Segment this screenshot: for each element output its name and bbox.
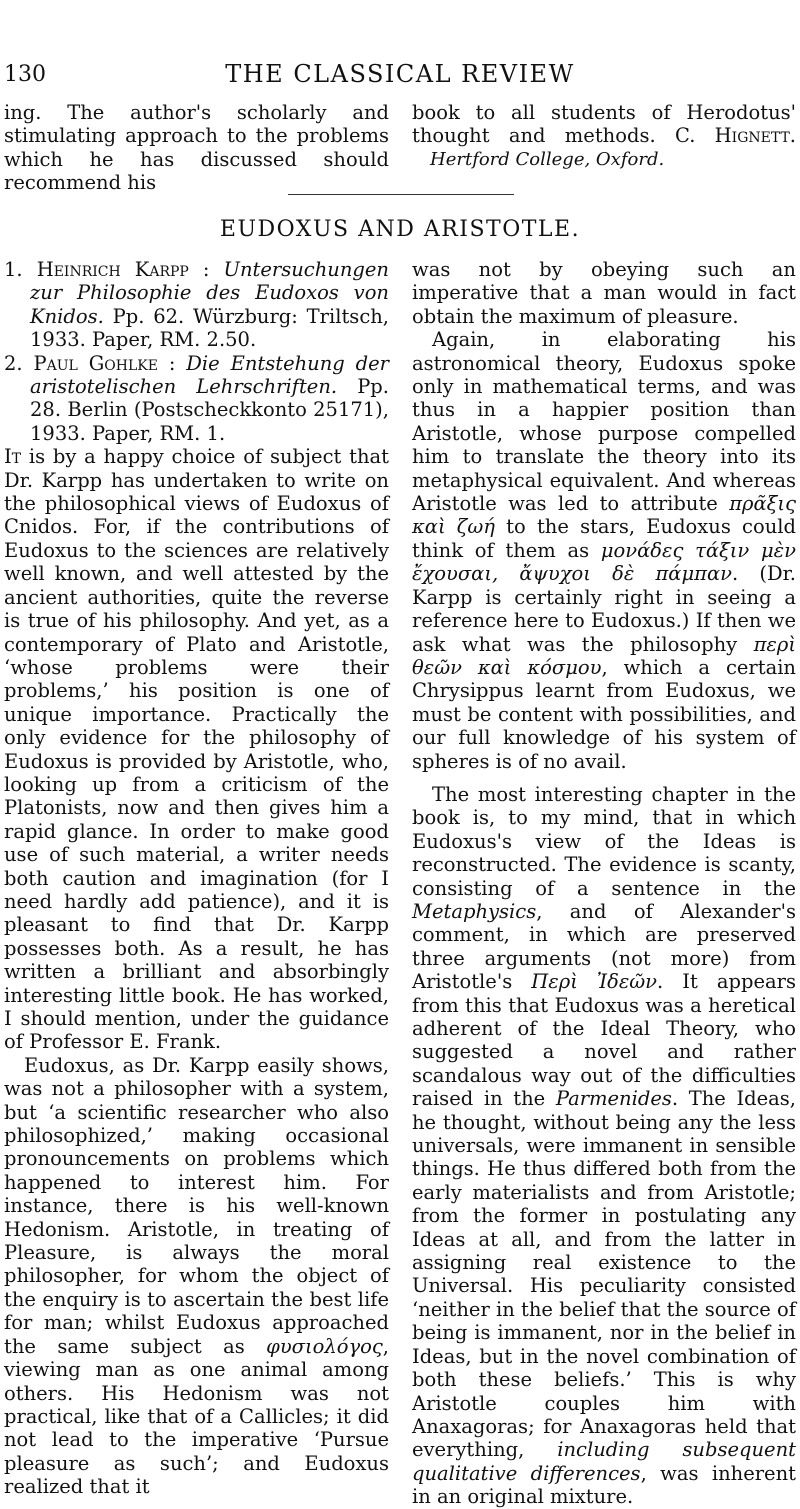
bib-number: 1. <box>4 258 23 281</box>
article-right-column <box>412 258 796 1509</box>
paragraph-2-continued: was not by obeying such an imperative that a man would in fact obtain the maximum of pleasure. <box>412 258 796 328</box>
paragraph-4 <box>412 783 796 1509</box>
paragraph-4-text-a: The most interesting chapter in the book is, to my mind, that in which Eudoxus's view of the Ideas is reconstructed. The evidence is scanty, consisting of a sentence in the <box>412 782 796 900</box>
paragraph-4-text-d: . The Ideas, he thought, without being any the less universals, were immanent in sensible things. He thus differed both from the early materialists and from Aristotle; from the former in postulating any Ideas at all, and from the latter in assigning real existence to the Universal. His peculiarity consisted ‘neither in the belief that the source of being is immanent, nor in the belief in Ideas, but in the novel combination of both these beliefs.’ This is why Aristotle couples him with Anaxagoras; for Anaxagoras held that everything, <box>412 1087 797 1462</box>
article-left-column <box>4 258 389 1499</box>
paragraph-3-text-d: , which a certain Chrysippus learnt from Eudoxus, we must be content with possibilities, and our full knowledge of his system of spheres is of no avail. <box>412 655 796 773</box>
greek-phrase: μονάδες τάξιν μὲν ἔχουσαι, ἄψυχοι δὲ πάμπαν <box>412 538 796 586</box>
bib-number: 2. <box>4 351 23 375</box>
previous-review-text-left: ing. The author's scholarly and stimulating approach to the problems which he has discussed should recommend his <box>4 101 389 195</box>
work-title-parmenides: Parmenides <box>555 1087 672 1111</box>
paragraph-2-text-b: , viewing man as one animal among others. His Hedonism was not practical, like that of a Callicles; it did not lead to the imperative ‘Pursue pleasure as such’; and Eudoxus realized that it <box>4 1334 389 1499</box>
paragraph-2-text-a: Eudoxus, as Dr. Karpp easily shows, was not a philosopher with a system, but ‘a scientific researcher who also philosophized,’ making occasional pronouncements on problems which happened to interest him. For instance, there is his well-known Hedonism. Aristotle, in treating of Pleasure, is always the moral philosopher, for whom the object of the enquiry is to ascertain the best life for man; whilst Eudoxus approached the same subject as <box>4 1053 389 1358</box>
page-number: 130 <box>4 62 46 87</box>
previous-review-text-right: book to all students of Herodotus' thought and methods. <box>412 101 796 148</box>
bib-details: Pp. 28. Berlin (Postscheckkonto 25171), 1933. Paper, RM. 1. <box>30 375 389 445</box>
paragraph-4-text-c: . It appears from this that Eudoxus was a heretical adherent of the Ideal Theory, who suggested a novel and rather scandalous way out of the difficulties raised in the <box>412 970 796 1111</box>
bib-details: Pp. 62. Würzburg: Triltsch, 1933. Paper, RM. 2.50. <box>30 304 389 352</box>
paragraph-3-text-a: Again, in elaborating his astronomical theory, Eudoxus spoke only in mathematical terms, and was thus in a happier position than Aristotle, whose purpose compelled him to translate the theory into its metaphysical equivalent. And whereas Aristotle was led to attribute <box>412 328 796 516</box>
paragraph-4-text-b: , and of Alexander's comment, in which are preserved three arguments (not more) from Aristotle's <box>412 899 796 994</box>
greek-phrase: φυσιολόγος <box>266 1334 383 1358</box>
paragraph-gap <box>412 773 796 783</box>
bib-author: Heinrich Karpp : <box>36 258 210 281</box>
bib-author: Paul Gohlke : <box>33 351 176 375</box>
emphasis-phrase: including subsequent qualitative differences <box>412 1438 796 1485</box>
previous-review-right-column <box>412 101 796 171</box>
greek-phrase: πρᾶξις καὶ ζωή <box>412 492 796 539</box>
journal-title: THE CLASSICAL REVIEW <box>225 60 575 88</box>
bib-work-title: Die Entstehung der aristotelischen Lehrschriften. <box>30 351 389 399</box>
paragraph-1-text: is by a happy choice of subject that Dr. Karpp has undertaken to write on the philosophical views of Eudoxus of Cnidos. For, if the contributions of Eudoxus to the sciences are relatively well known, and well attested by the ancient authorities, quite the reverse is true of his philosophy. And yet, as a contemporary of Plato and Aristotle, ‘whose problems were their problems,’ his position is one of unique importance. Practically the only evidence for the philosophy of Eudoxus is provided by Aristotle, who, looking up from a criticism of the Platonists, now and then gives him a rapid glance. In order to make good use of such material, a writer needs both caution and imagination (for I need hardly add patience), and it is pleasant to find that Dr. Karpp possesses both. As a result, he has written a brilliant and absorbingly interesting little book. He has worked, I should mention, under the guidance of Professor E. Frank. <box>4 445 389 1054</box>
previous-review-left-column <box>4 101 389 195</box>
section-divider <box>288 194 514 195</box>
drop-lead-word: It <box>4 445 22 469</box>
paragraph-3-text-c: . (Dr. Karpp is certainly right in seeing a reference here to Eudoxus.) If then we ask what was the philosophy <box>412 562 796 656</box>
previous-review-closing <box>412 101 796 148</box>
bibliography-entry-2 <box>4 352 389 446</box>
work-title-metaphysics: Metaphysics <box>412 899 537 923</box>
bib-work-title: Untersuchungen zur Philosophie des Eudoxos von Knidos. <box>30 258 389 328</box>
paragraph-1 <box>4 445 389 1054</box>
greek-phrase: Περὶ Ἰδεῶν <box>531 970 658 994</box>
greek-phrase: περὶ θεῶν καὶ κόσμου <box>412 632 796 679</box>
running-head <box>0 58 800 98</box>
paragraph-3-text-b: to the stars, Eudoxus could think of them as <box>412 515 797 562</box>
reviewer-affiliation: Hertford College, Oxford. <box>430 148 665 170</box>
paragraph-3 <box>412 328 796 773</box>
bibliography-entry-1 <box>4 258 389 352</box>
paragraph-2 <box>4 1054 389 1499</box>
reviewer-signature: C. Hignett. <box>674 124 796 148</box>
paragraph-4-text-e: , was inherent in an original mixture. <box>412 1461 796 1509</box>
article-title: EUDOXUS AND ARISTOTLE. <box>219 217 581 242</box>
